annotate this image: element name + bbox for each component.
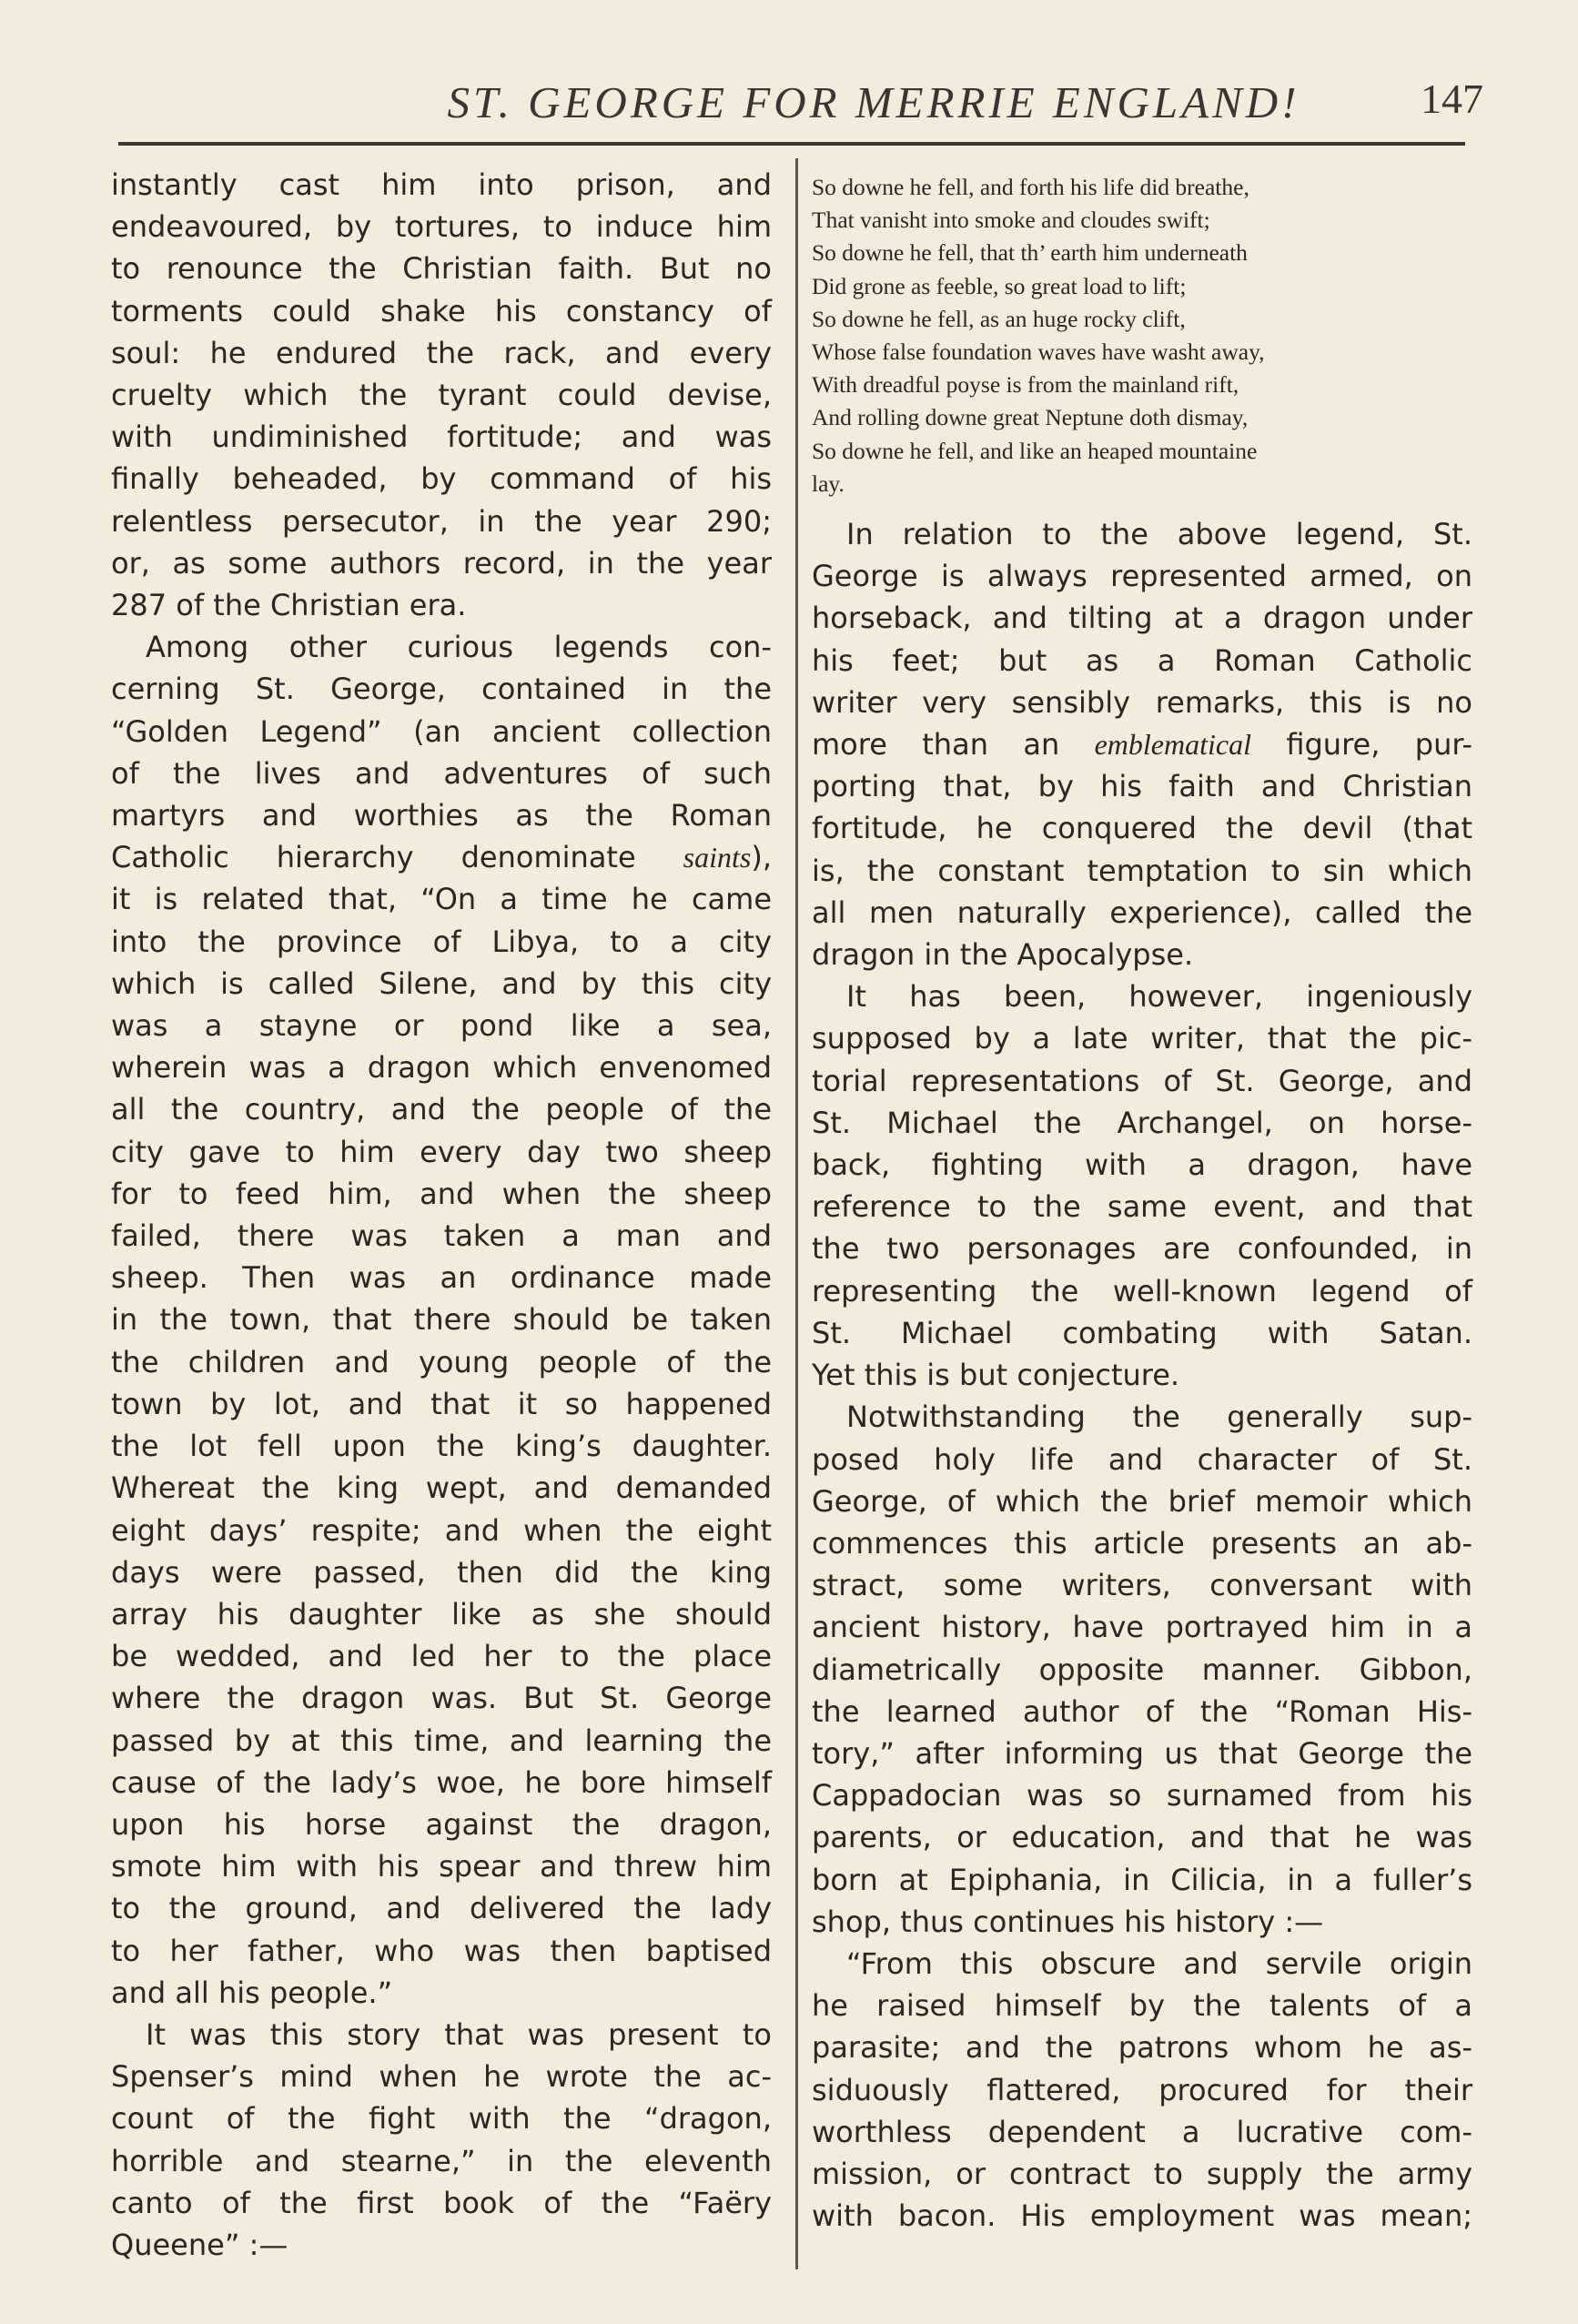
text-line: diametrically opposite manner. Gibbon, [812,1652,1472,1687]
text-line: tory,” after informing us that George the [812,1735,1472,1771]
text-line: representing the well-known legend of [812,1273,1472,1309]
text-line: where the dragon was. But St. George [111,1681,772,1716]
text-line: finally beheaded, by command of his [111,461,772,497]
text-line: martyrs and worthies as the Roman [111,798,772,834]
text-line: the children and young people of the [111,1344,772,1379]
text-line: city gave to him every day two sheep [111,1134,772,1169]
verse-line: Did grone as feeble, so great load to lift; [812,272,1187,299]
text-fragment: more than an [812,727,1095,763]
text-line: Notwithstanding the generally sup- [846,1399,1472,1435]
text-line: Queene” :— [111,2227,288,2262]
text-line: smote him with his spear and threw him [111,1849,772,1884]
text-line: the lot fell upon the king’s daughter. [111,1429,772,1464]
paragraph-golden-legend-cont [111,668,772,2014]
text-line: Among other curious legends con- [146,630,772,665]
text-line: to the ground, and delivered the lady [111,1891,772,1926]
text-line: ancient history, have portrayed him in a [812,1610,1472,1645]
text-line: mission, or contract to supply the army [812,2156,1472,2191]
text-line: back, fighting with a dragon, have [812,1147,1472,1183]
text-line: It has been, however, ingeniously [846,979,1472,1015]
text-line: his feet; but as a Roman Catholic [812,642,1472,678]
text-line: into the province of Libya, to a city [111,924,772,959]
text-line: instantly cast him into prison, and [111,167,772,202]
text-line: worthless dependent a lucrative com- [812,2114,1472,2149]
text-line: torial representations of St. George, and [812,1063,1472,1098]
text-line: George, of which the brief memoir which [812,1483,1472,1519]
text-line [812,723,1472,765]
text-line: It was this story that was present to [146,2016,772,2052]
text-line: porting that, by his faith and Christian [812,769,1472,804]
text-line: eight days’ respite; and when the eight [111,1512,772,1548]
text-line: born at Epiphania, in Cilicia, in a fuller’s [812,1862,1472,1897]
text-line: horrible and stearne,” in the eleventh [111,2143,772,2178]
verse-line: So downe he fell, and like an heaped mountaine [812,437,1258,464]
verse-line: That vanisht into smoke and cloudes swift; [812,207,1210,234]
text-line: reference to the same event, and that [812,1189,1472,1225]
text-line: was a stayne or pond like a sea, [111,1008,772,1044]
text-line: parents, or education, and that he was [812,1820,1472,1855]
text-line: torments could shake his constancy of [111,293,772,328]
text-line: which is called Silene, and by this city [111,965,772,1001]
text-line: he raised himself by the talents of a [812,1988,1472,2024]
text-line: supposed by a late writer, that the pic- [812,1021,1472,1056]
text-line: posed holy life and character of St. [812,1441,1472,1477]
text-fragment: ), [751,840,772,875]
text-fragment: Catholic hierarchy denominate [111,840,683,875]
text-line: or, as some authors record, in the year [111,545,772,581]
text-line: cerning St. George, contained in the [111,672,772,707]
right-column [812,164,1472,2237]
verse-line: So downe he fell, as an huge rocky clift, [812,305,1186,332]
text-line: in the town, that there should be taken [111,1302,772,1338]
running-title: ST. GEORGE FOR MERRIE ENGLAND! [447,77,1300,127]
text-line [111,836,772,878]
text-line: siduously flattered, procured for their [812,2072,1472,2107]
paragraph-spenser [111,2014,772,2266]
text-line: dragon in the Apocalypse. [812,937,1194,973]
text-line: horseback, and tilting at a dragon under [812,601,1472,636]
text-line: wherein was a dragon which envenomed [111,1050,772,1086]
text-line: In relation to the above legend, St. [846,517,1472,552]
text-fragment: figure, pur- [1250,727,1472,763]
text-line: is, the constant temptation to sin which [812,853,1472,888]
text-line: sheep. Then was an ordinance made [111,1260,772,1296]
text-line: soul: he endured the rack, and every [111,335,772,370]
verse-line: And rolling downe great Neptune doth dismay, [812,404,1249,431]
text-line: and all his people.” [111,1975,393,2010]
text-line: all the country, and the people of the [111,1092,772,1127]
text-line: cause of the lady’s woe, he bore himself [111,1764,772,1800]
column-divider [795,158,798,2269]
text-line: upon his horse against the dragon, [111,1806,772,1842]
verse-line: So downe he fell, and forth his life did breathe, [812,174,1249,200]
text-line: fortitude, he conquered the devil (that [812,811,1472,846]
text-line: it is related that, “On a time he came [111,882,772,917]
text-line: all men naturally experience), called the [812,894,1472,930]
text-line: Yet this is but conjecture. [812,1358,1180,1393]
text-line: Whereat the king wept, and demanded [111,1470,772,1506]
text-line: St. Michael the Archangel, on horse- [812,1105,1472,1140]
text-line: stract, some writers, conversant with [812,1568,1472,1603]
running-head [100,69,1483,133]
text-line: 287 of the Christian era. [111,588,467,623]
text-line: parasite; and the patrons whom he as- [812,2030,1472,2066]
text-line: to renounce the Christian faith. But no [111,251,772,287]
text-line: count of the fight with the “dragon, [111,2101,772,2137]
text-line: “From this obscure and servile origin [846,1945,1472,1981]
verse-line: lay. [812,470,845,497]
text-line: Spenser’s mind when he wrote the ac- [111,2059,772,2095]
text-line: be wedded, and led her to the place [111,1639,772,1674]
text-line: St. Michael combating with Satan. [812,1315,1472,1350]
text-line: with undiminished fortitude; and was [111,419,772,455]
text-line: “Golden Legend” (an ancient collection [111,713,772,749]
text-line: George is always represented armed, on [812,559,1472,594]
header-rule [118,142,1465,146]
left-column [111,164,772,2266]
verse-line: With dreadful poyse is from the mainland rift, [812,371,1239,399]
text-line: of the lives and adventures of such [111,755,772,791]
italic-word-saints: saints [683,841,752,874]
italic-word-emblematical: emblematical [1094,728,1251,762]
text-line: to her father, who was then baptised [111,1933,772,1968]
text-line: array his daughter like as she should [111,1596,772,1632]
page-number: 147 [1421,76,1483,122]
text-line: with bacon. His employment was mean; [812,2198,1472,2234]
text-line: writer very sensibly remarks, this is no [812,684,1472,720]
paragraph-golden-legend [111,626,772,668]
faery-queene-verse [812,171,1472,500]
paragraph-representation [812,513,1472,975]
text-line: endeavoured, by tortures, to induce him [111,209,772,245]
text-line: shop, thus continues his history :— [812,1904,1324,1939]
text-line: town by lot, and that it so happened [111,1386,772,1421]
text-line: for to feed him, and when the sheep [111,1176,772,1211]
text-line: canto of the first book of the “Faëry [111,2185,772,2220]
paragraph-martyrdom [111,164,772,626]
text-line: the learned author of the “Roman His- [812,1693,1472,1729]
paragraph-quote-origin [812,1943,1472,2237]
paragraph-michael [812,975,1472,1396]
text-line: days were passed, then did the king [111,1554,772,1590]
text-line: Cappadocian was so surnamed from his [812,1778,1472,1814]
text-line: passed by at this time, and learning the [111,1723,772,1758]
verse-line: So downe he fell, that th’ earth him underneath [812,239,1248,267]
text-line: relentless persecutor, in the year 290; [111,503,772,539]
text-line: failed, there was taken a man and [111,1218,772,1254]
text-line: the two personages are confounded, in [812,1231,1472,1267]
text-line: cruelty which the tyrant could devise, [111,378,772,413]
text-line: commences this article presents an ab- [812,1525,1472,1561]
verse-line: Whose false foundation waves have washt away, [812,338,1265,366]
paragraph-gibbon [812,1396,1472,1943]
